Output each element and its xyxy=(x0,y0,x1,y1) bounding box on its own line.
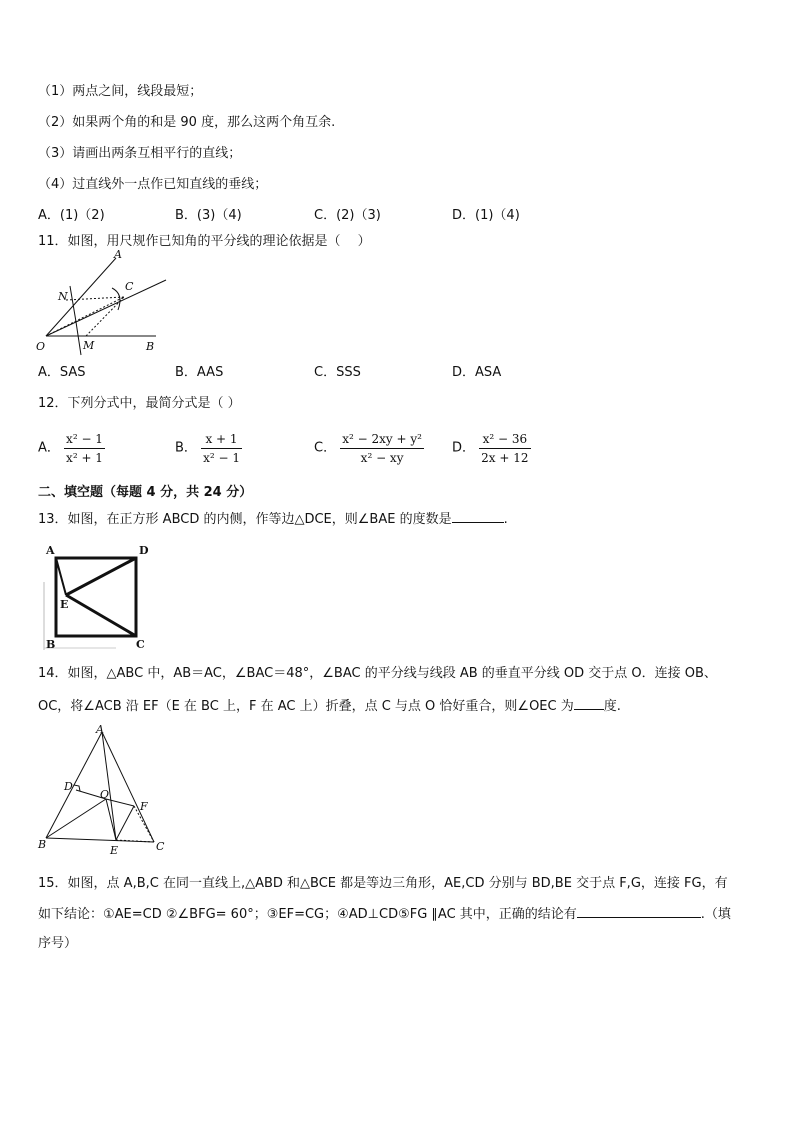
q14-line-2: OC，将∠ACB 沿 EF（E 在 BC 上，F 在 AC 上）折叠，点 C 与点 O 恰好重合，则∠OEC 为 度. xyxy=(38,699,621,714)
q11-option-d: D．ASA xyxy=(452,365,502,380)
statement-1: （1）两点之间，线段最短； xyxy=(38,84,203,99)
q13-label-d: D xyxy=(139,544,149,557)
q11-option-c: C．SSS xyxy=(314,365,361,380)
q11-label-a: A xyxy=(114,248,122,261)
q14-line-1: 14．如图，△ABC 中，AB＝AC，∠BAC＝48°，∠BAC 的平分线与线段 AB 的垂直平分线 OD 交于点 O．连接 OB、 xyxy=(38,666,717,681)
q10-option-d: D．(1)（4) xyxy=(452,208,520,223)
q14-label-f: F xyxy=(140,800,148,813)
q13-label-b: B xyxy=(46,638,56,651)
q12-option-b: B． $\frac{x + 1}{\text{x² − 1}}$ xyxy=(175,432,240,465)
q11-label-n: N xyxy=(58,290,68,303)
q12-option-d: D． $\frac{\text{x² − 36}}{2x + 12}$ xyxy=(452,432,529,465)
q14-triangle-figure xyxy=(36,723,171,857)
q12-option-c: C． $\frac{\text{x² − 2xy + y²}}{\text{x² − xy}}$ xyxy=(314,432,422,465)
statement-4: （4）过直线外一点作已知直线的垂线； xyxy=(38,177,268,192)
q14-label-c: C xyxy=(156,840,165,853)
q10-option-b: B．(3)（4) xyxy=(175,208,242,223)
q15-line-2: 如下结论：①AE=CD ②∠BFG= 60°；③EF=CG；④AD⊥CD⑤FG ∥AC 其中，正确的结论有 .（填 xyxy=(38,907,731,922)
statement-3: （3）请画出两条互相平行的直线； xyxy=(38,146,242,161)
q14-label-d: D xyxy=(64,780,73,793)
q15-line-3: 序号） xyxy=(38,936,78,951)
section-heading-fill-in: 二、填空题（每题 4 分，共 24 分） xyxy=(38,485,253,500)
q11-angle-bisector-figure xyxy=(36,250,176,355)
q14-label-o: O xyxy=(100,788,110,801)
q12-stem: 12．下列分式中，最简分式是（ ） xyxy=(38,396,241,411)
q15-answer-blank[interactable] xyxy=(577,905,701,918)
q13-stem: 13．如图，在正方形 ABCD 的内侧，作等边△DCE，则∠BAE 的度数是 . xyxy=(38,512,508,527)
q13-answer-blank[interactable] xyxy=(452,510,504,523)
q14-answer-blank[interactable] xyxy=(574,697,604,710)
statement-2: （2）如果两个角的和是 90 度，那么这两个角互余. xyxy=(38,115,336,130)
q10-option-c: C．(2)（3) xyxy=(314,208,381,223)
q11-label-m: M xyxy=(83,339,95,352)
q13-label-e: E xyxy=(60,598,69,611)
q15-line-1: 15．如图，点 A,B,C 在同一直线上,△ABD 和△BCE 都是等边三角形，AE,CD 分别与 BD,BE 交于点 F,G，连接 FG，有 xyxy=(38,876,728,891)
q11-label-b: B xyxy=(146,340,155,353)
q13-label-c: C xyxy=(136,638,145,651)
q14-label-a: A xyxy=(96,723,104,736)
q14-label-e: E xyxy=(110,844,119,857)
q12-option-a: A． $\frac{\text{x² − 1}}{\text{x² + 1}}$ xyxy=(38,432,103,465)
q13-label-a: A xyxy=(46,544,55,557)
q10-option-a: A．(1)（2) xyxy=(38,208,105,223)
q11-stem: 11．如图，用尺规作已知角的平分线的理论依据是（ ） xyxy=(38,234,371,249)
q14-label-b: B xyxy=(38,838,47,851)
q11-label-c: C xyxy=(125,280,134,293)
q11-label-o: O xyxy=(36,340,46,353)
q13-square-figure xyxy=(36,540,156,655)
q11-option-a: A．SAS xyxy=(38,365,86,380)
q11-option-b: B．AAS xyxy=(175,365,224,380)
